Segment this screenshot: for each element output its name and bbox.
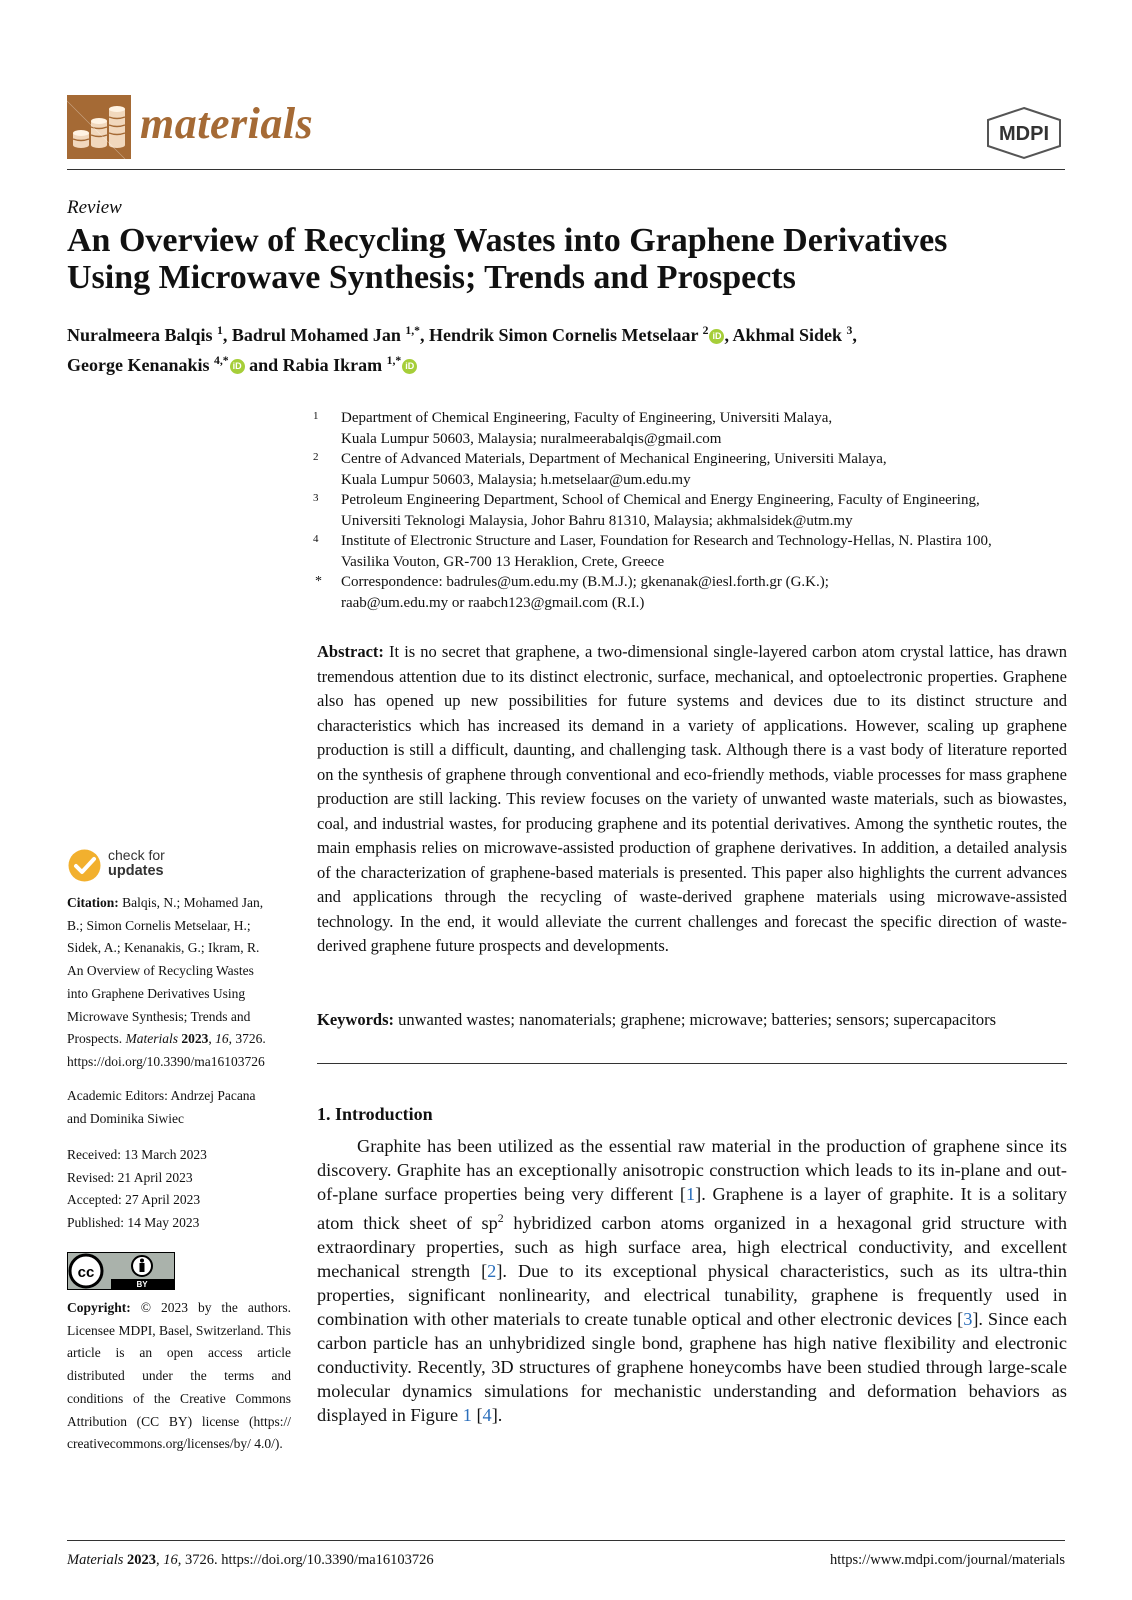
header-divider — [67, 169, 1065, 170]
keywords — [317, 1008, 1077, 1032]
section-divider — [317, 1063, 1067, 1064]
affiliation-item: 4 Institute of Electronic Structure and Laser, Foundation for Research and Technology-Hellas, N. Plastira 100, Vasilika Vouton, GR-700 13 Heraklion, Crete, Greece — [313, 533, 992, 570]
revised-date: Revised: 21 April 2023 — [67, 1169, 193, 1185]
cc-by-license-icon[interactable] — [67, 1252, 175, 1290]
copyright-notice: Copyright: © 2023 by the authors. Licensee MDPI, Basel, Switzerland. This article is an open access article distributed under the terms and conditions of the Creative Commons Attribution (CC BY) license (https:// creativecommons.org/licenses/by/ 4.0/). — [67, 1300, 292, 1452]
paragraph: Graphite has been utilized as the essential raw material in the production of graphene since its discovery. Graphite has an exceptionally anisotropic construction which leads to its in-plane and out-of-plane surface properties being very different [1]. Graphene is a layer of graphite. It is a solitary atom thick sheet of $sp^2$ hybridized carbon atoms organized in a hexagonal grid structure with extraordinary properties, such as high surface area, high electrical conductivity, and excellent mechanical strength [2]. Due to its exceptional physical characteristics, such as its ultra-thin properties, significant nonlinearity, and electrical tunability, graphene is frequently used in combination with other materials to create tunable optical and other electronic devices [3]. Since each carbon particle has an unhybridized single bond, graphene has high native flexibility and electronic conductivity. Recently, 3D structures of graphene honeycombs have been studied through large-scale molecular dynamics simulations for mechanistic understanding and deformation behaviors as displayed in Figure 1 [4]. — [317, 1136, 1068, 1426]
journal-logo — [67, 95, 131, 159]
citation-link[interactable]: 3 — [963, 1309, 973, 1330]
article-title — [67, 222, 1067, 296]
article-type: Review — [67, 197, 122, 218]
affiliation-item: 1 Department of Chemical Engineering, Faculty of Engineering, Universiti Malaya, Kuala Lumpur 50603, Malaysia; nuralmeerabalqis@gmail.com — [313, 410, 833, 447]
citation-link[interactable]: 4 — [482, 1405, 492, 1426]
author[interactable]: George Kenanakis $^{4,*}$ iD — [67, 355, 245, 375]
affiliation-item: 2 Centre of Advanced Materials, Department of Mechanical Engineering, Universiti Malaya, Kuala Lumpur 50603, Malaysia; h.metselaar@um.edu.my — [313, 451, 887, 488]
abstract-text: It is no secret that graphene, a two-dimensional single-layered carbon atom crystal lattice, has drawn tremendous attention due to its distinct electronic, surface, mechanical, and optoelectronic properties. Graphene also has opened up new possibilities for future systems and devices due to its distinct structure and characteristics which has increased its demand in a variety of applications. However, scaling up graphene production is still a difficult, daunting, and challenging task. Although there is a vast body of literature reported on the synthesis of graphene through conventional and eco-friendly methods, viable processes for mass graphene production are still lacking. This review focuses on the variety of unwanted waste materials, such as biowastes, coal, and industrial wastes, for producing graphene and its potential derivatives. Among the synthetic routes, the main emphasis relies on microwave-assisted production of graphene derivatives. In addition, a detailed analysis of the characterization of graphene-based materials is presented. This paper also highlights the current advances and applications through the recycling of waste-derived graphene materials using microwave-assisted technology. In the end, it would alleviate the current challenges and forecast the specific direction of waste-derived graphene future prospects and developments. — [317, 642, 1068, 955]
keywords-label: Keywords: — [317, 1010, 394, 1029]
section-heading: 1. Introduction — [317, 1104, 433, 1124]
journal-name: materials — [140, 99, 314, 148]
abstract-label: Abstract: — [317, 642, 384, 661]
title-line-2: Using Microwave Synthesis; Trends and Prospects — [67, 259, 796, 296]
check-for-updates-icon[interactable] — [67, 848, 102, 883]
svg-text:BY: BY — [136, 1280, 148, 1289]
author[interactable]: Nuralmeera Balqis $^1$ — [67, 324, 223, 345]
academic-editors: Academic Editors: Andrzej Pacana and Dominika Siwiec — [67, 1088, 256, 1126]
svg-text:MDPI: MDPI — [999, 123, 1049, 145]
abstract — [317, 640, 1067, 959]
orcid-icon[interactable]: iD — [402, 359, 417, 374]
citation-link[interactable]: 2 — [487, 1261, 497, 1282]
citation-link[interactable]: 1 — [685, 1184, 696, 1204]
affiliation-item: 3 Petroleum Engineering Department, School of Chemical and Energy Engineering, Faculty of Engineering, Universiti Teknologi Malaysia, Johor Bahru 81310, Malaysia; akhmalsidek@utm.my — [313, 492, 980, 529]
citation: Citation: Balqis, N.; Mohamed Jan, B.; Simon Cornelis Metselaar, H.; Sidek, A.; Kenanakis, G.; Ikram, R. An Overview of Recycling Wastes into Graphene Derivatives Using Microwave Synthesis; Trends and Prospects. Materials 2023, 16, 3726. https://doi.org/10.3390/ma16103726 — [67, 895, 266, 1069]
figure-link[interactable]: 1 — [462, 1405, 472, 1426]
keywords-text: unwanted wastes; nanomaterials; graphene; microwave; batteries; sensors; supercapacitors — [398, 1010, 997, 1029]
body-text — [317, 1134, 1067, 1427]
footer-divider — [67, 1540, 1065, 1541]
correspondence: * Correspondence: badrules@um.edu.my (B.M.J.); gkenanak@iesl.forth.gr (G.K.); raab@um.edu.my or raabch123@gmail.com (R.I.) — [315, 574, 829, 611]
footer-citation: Materials 2023, 16, 3726. https://doi.org/10.3390/ma16103726 — [67, 1552, 434, 1568]
author[interactable]: Rabia Ikram $^{1,*}$ iD — [283, 355, 418, 375]
footer-journal-url[interactable]: https://www.mdpi.com/journal/materials — [829, 1552, 1065, 1568]
accepted-date: Accepted: 27 April 2023 — [67, 1192, 201, 1208]
author[interactable]: Badrul Mohamed Jan $^{1,*}$ — [231, 324, 420, 345]
published-date: Published: 14 May 2023 — [67, 1215, 200, 1231]
orcid-icon[interactable]: iD — [230, 359, 245, 374]
author-list: Nuralmeera Balqis $^1$, Badrul Mohamed Jan $^{1,*}$, Hendrik Simon Cornelis Metselaar $^2$ iD , Akhmal Sidek $^3$, George Kenanakis $^{4,*}$ iD and Rabia Ikram $^{1,*}$ iD — [67, 324, 857, 375]
svg-text:cc: cc — [77, 1264, 95, 1281]
author[interactable]: Akhmal Sidek $^3$ — [732, 324, 853, 345]
received-date: Received: 13 March 2023 — [67, 1147, 207, 1162]
author[interactable]: Hendrik Simon Cornelis Metselaar $^2$ iD — [429, 325, 725, 345]
check-for-updates[interactable]: check for updates — [108, 847, 165, 879]
affiliations — [313, 408, 1073, 613]
publication-dates — [67, 1144, 277, 1235]
orcid-icon[interactable]: iD — [709, 329, 724, 344]
title-line-1: An Overview of Recycling Wastes into Graphene Derivatives — [67, 222, 948, 259]
mdpi-logo[interactable] — [984, 106, 1064, 160]
